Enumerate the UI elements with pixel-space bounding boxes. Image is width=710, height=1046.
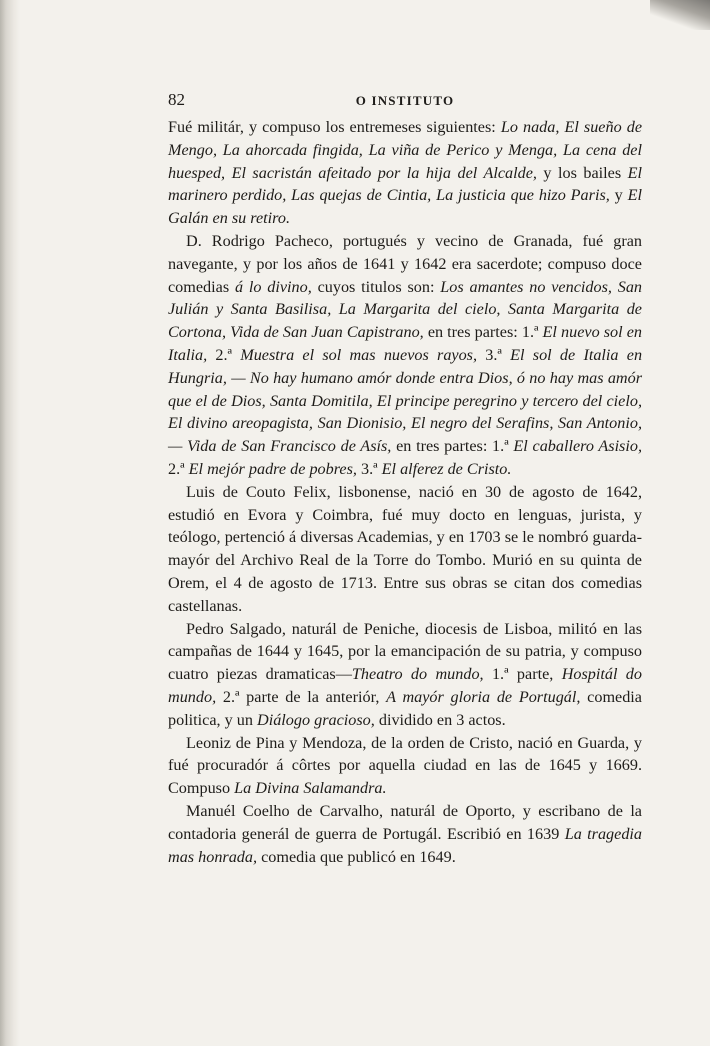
text-run: Leoniz de Pina y Mendoza, de la orden de Cristo, nació en Guarda, y fué procuradór á côrtes por aquella ciudad en las de 1645 y 1669. Compuso <box>168 733 642 798</box>
paragraph-p5 <box>168 732 642 800</box>
text-run: Fué militár, y compuso los entremeses siguientes: <box>168 118 501 136</box>
text-run: dividido en 3 actos. <box>374 710 506 729</box>
page-corner-shadow <box>650 0 710 30</box>
italic-title-run: Los amantes no vencidos, San Julián y Santa Basilisa, La Margarita del cielo, Santa Margarita de Cortona, Vida de San Juan Capistrano, <box>168 277 643 342</box>
italic-title-run: Muestra el sol mas nuevos rayos, <box>240 345 478 364</box>
running-head: O INSTITUTO <box>355 93 455 108</box>
text-run: en tres partes: 1.ª <box>423 323 543 342</box>
italic-title-run: El alferez de Cristo. <box>381 459 512 478</box>
body-text <box>168 116 642 868</box>
text-run: Manuél Coelho de Carvalho, naturál de Oporto, y escribano de la contadoria generál de guerra de Portugál. Escribió en 1639 <box>168 801 642 843</box>
text-run: comedia politica, y un <box>168 687 642 729</box>
text-run: 2.ª <box>207 345 241 364</box>
paragraph-p2 <box>168 230 642 481</box>
page-header <box>168 88 642 116</box>
text-run: y los bailes <box>536 163 628 182</box>
italic-title-run: La tragedia mas honrada, <box>168 824 643 866</box>
italic-title-run: El Galán en su retiro. <box>168 186 643 228</box>
text-run: en tres partes: 1.ª <box>391 437 514 456</box>
text-run: 1.ª parte, <box>483 665 562 684</box>
text-run: 3.ª <box>356 459 382 478</box>
text-run: D. Rodrigo Pacheco, portugués y vecino de Granada, fué gran navegante, y por los años de 1641 y 1642 era sacerdote; compuso doce comedias <box>168 231 642 296</box>
italic-title-run: El sol de Italia en Hungria, — No hay humano amór donde entra Dios, ó no hay mas amór que el de Dios, Santa Domitila, El principe peregrino y tercero del cielo, El divino areopagista, San Dionisio, El negro del Serafins, San Antonio,— Vida de San Francisco de Asís, <box>168 345 643 456</box>
italic-title-run: Lo nada, El sueño de Mengo, La ahorcada fingida, La viña de Perico y Menga, La cena del huesped, El sacristán afeitado por la hija del Alcalde, <box>168 118 643 182</box>
italic-title-run: El caballero Asisio, <box>513 437 642 456</box>
italic-title-run: Diálogo gracioso, <box>257 710 375 729</box>
italic-title-run: Theatro do mundo, <box>351 665 484 684</box>
italic-title-run: A mayór gloria de Portugál, <box>386 687 581 706</box>
italic-title-run: La Divina Salamandra. <box>234 779 387 798</box>
text-run: 2.ª <box>168 459 189 478</box>
italic-title-run: El marinero perdido, Las quejas de Cintia, La justicia que hizo Paris, <box>168 163 642 205</box>
text-run: Luis de Couto Felix, lisbonense, nació en 30 de agosto de 1642, estudió en Evora y Coimbra, fué muy docto en lenguas, jurista, y teólogo, pertenció á diversas Academias, y en 1703 se le nombró guarda-mayór del Archivo Real de la Torre do Tombo. Murió en su quinta de Orem, el 4 de agosto de 1713. Entre sus obras se citan dos comedias castellanas. <box>168 482 642 615</box>
paragraph-p4 <box>168 618 642 732</box>
italic-title-run: Hospitál do mundo, <box>168 665 642 706</box>
text-run: 2.ª parte de la anteriór, <box>216 687 387 706</box>
text-run: Pedro Salgado, naturál de Peniche, diocesis de Lisboa, militó en las campañas de 1644 y 1645, por la emancipación de su patria, y compuso cuatro piezas dramaticas— <box>168 619 642 684</box>
paragraph-p3 <box>168 481 642 618</box>
page-binding-edge <box>0 0 20 1046</box>
paragraph-p1 <box>168 116 642 230</box>
book-page <box>168 88 642 868</box>
paragraph-p6 <box>168 800 642 868</box>
italic-title-run: á lo divino, <box>234 277 312 296</box>
italic-title-run: El mejór padre de pobres, <box>188 459 357 478</box>
page-number: 82 <box>168 90 185 109</box>
italic-title-run: El nuevo sol en Italia, <box>168 323 642 364</box>
text-run: comedia que publicó en 1649. <box>257 847 456 866</box>
text-run: 3.ª <box>477 345 511 364</box>
text-run: cuyos titulos son: <box>311 277 441 296</box>
text-run: y <box>609 186 628 205</box>
